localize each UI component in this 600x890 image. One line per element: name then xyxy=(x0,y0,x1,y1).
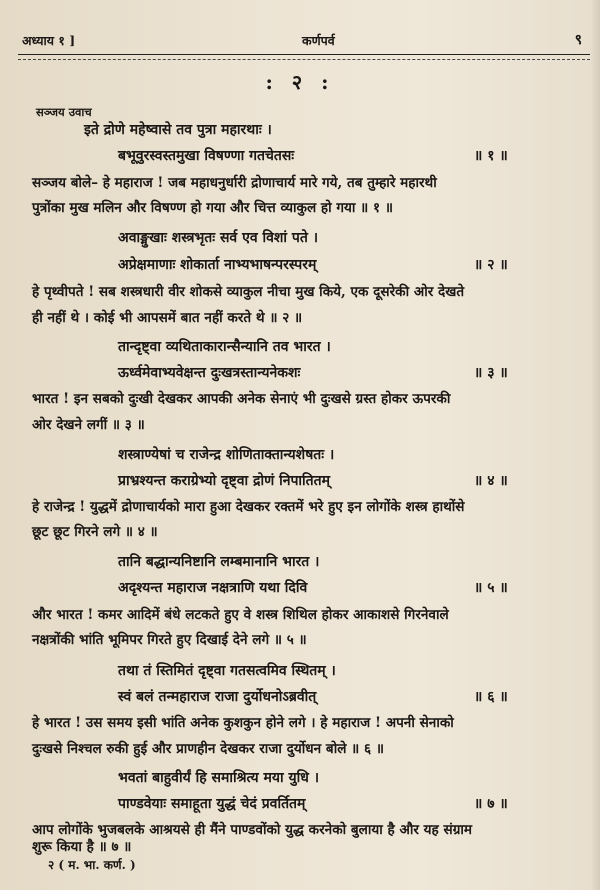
verse-number: ॥ ४ ॥ xyxy=(474,473,508,489)
book-title: कर्णपर्व xyxy=(302,33,335,48)
verse-line: ऊर्ध्वमेवाभ्यवेक्षन्त दुःखत्रस्तान्यनेकशः xyxy=(118,365,301,381)
signature-mark: २ ( म. भा. कर्ण. ) xyxy=(48,858,136,872)
verse-number: ॥ ५ ॥ xyxy=(474,580,508,596)
prose-line: आप लोगोंके भुजबलके आश्रयसे ही मैंने पाण्डवोंको युद्ध करनेको बुलाया है और यह संग्राम xyxy=(32,822,473,838)
verse-line: तानि बद्धान्यनिष्टानि लम्बमानानि भारत । xyxy=(118,554,320,570)
verse-line: अवाङ्मुखाः शस्त्रभृतः सर्व एव विशां पते । xyxy=(118,230,319,246)
prose-line: शुरू किया है ॥ ७ ॥ xyxy=(32,839,132,855)
prose-line: हे पृथ्वीपते ! सब शस्त्रधारी वीर शोकसे व्याकुल नीचा मुख किये, एक दूसरेकी ओर देखते xyxy=(32,284,465,300)
chapter-heading: : २ : xyxy=(265,70,335,94)
verse-number: ॥ ६ ॥ xyxy=(474,689,508,705)
prose-line: ओर देखने लगीं ॥ ३ ॥ xyxy=(32,417,145,433)
verse-line: भवतां बाहुवीर्यं हि समाश्रित्य मया युधि । xyxy=(118,770,320,786)
page-number: ९ xyxy=(574,32,582,48)
verse-line: अदृश्यन्त महाराज नक्षत्राणि यथा दिवि xyxy=(118,580,308,596)
verse-line: प्राभ्रश्यन्त कराग्रेभ्यो दृष्ट्वा द्रोणं निपातितम् xyxy=(118,473,330,489)
prose-line: हे भारत ! उस समय इसी भांति अनेक कुशकुन होने लगे । हे महाराज ! अपनी सेनाको xyxy=(32,715,454,731)
verse-number: ॥ ७ ॥ xyxy=(474,796,508,812)
verse-line: बभूवुरस्वस्तमुखा विषण्णा गतचेतसः xyxy=(118,148,295,164)
running-header xyxy=(22,30,582,50)
page-edge-shadow xyxy=(590,0,600,890)
prose-line: दुःखसे निश्चल रुकी हुई और प्राणहीन देखकर राजा दुर्योधन बोले ॥ ६ ॥ xyxy=(32,741,384,757)
prose-line: सञ्जय बोले– हे महाराज ! जब महाधनुर्धारी द्रोणाचार्य मारे गये, तब तुम्हारे महारथी xyxy=(32,175,437,191)
verse-number: ॥ २ ॥ xyxy=(474,257,508,273)
verse-line: अप्रेक्षमाणाः शोकार्ता नाभ्यभाषन्परस्परम् xyxy=(118,257,317,273)
chapter-label: अध्याय १ ] xyxy=(22,33,76,48)
verse-number: ॥ ३ ॥ xyxy=(474,365,508,381)
prose-line: छूट छूट गिरने लगे ॥ ४ ॥ xyxy=(32,524,158,540)
prose-line: नक्षत्रोंकी भांति भूमिपर गिरते हुए दिखाई देने लगे ॥ ५ ॥ xyxy=(32,632,307,648)
prose-line: पुत्रोंका मुख मलिन और विषण्ण हो गया और चित्त व्याकुल हो गया ॥ १ ॥ xyxy=(32,200,393,216)
verse-line: स्वं बलं तन्महाराज राजा दुर्योधनोऽब्रवीत् xyxy=(118,689,317,705)
verse-line: इते द्रोणे महेष्वासे तव पुत्रा महारथाः । xyxy=(84,122,272,138)
verse-line: पाण्डवेयाः समाहूता युद्धं चेदं प्रवर्तितम् xyxy=(118,796,306,812)
prose-line: भारत ! इन सबको दुःखी देखकर आपकी अनेक सेनाएं भी दुःखसे ग्रस्त होकर ऊपरकी xyxy=(32,391,451,407)
prose-line: हे राजेन्द्र ! युद्धमें द्रोणाचार्यको मारा हुआ देखकर रक्तमें भरे हुए इन लोगोंके शस्त्र हाथोंसे xyxy=(32,499,465,515)
verse-number: ॥ १ ॥ xyxy=(474,148,508,164)
prose-line: और भारत ! कमर आदिमें बंधे लटकते हुए वे शस्त्र शिथिल होकर आकाशसे गिरनेवाले xyxy=(32,607,449,623)
speaker-label: सञ्जय उवाच xyxy=(36,105,92,119)
verse-line: शस्त्राण्येषां च राजेन्द्र शोणिताक्तान्यशेषतः । xyxy=(118,447,335,463)
header-dotted-rule xyxy=(18,59,590,60)
verse-line: तान्दृष्ट्वा व्यथिताकारान्सैन्यानि तव भारत । xyxy=(118,339,331,355)
header-rule xyxy=(18,54,590,55)
prose-line: ही नहीं थे । कोई भी आपसमें बात नहीं करते थे ॥ २ ॥ xyxy=(32,310,303,326)
verse-line: तथा तं स्तिमितं दृष्ट्वा गतसत्वमिव स्थितम् । xyxy=(118,663,336,679)
